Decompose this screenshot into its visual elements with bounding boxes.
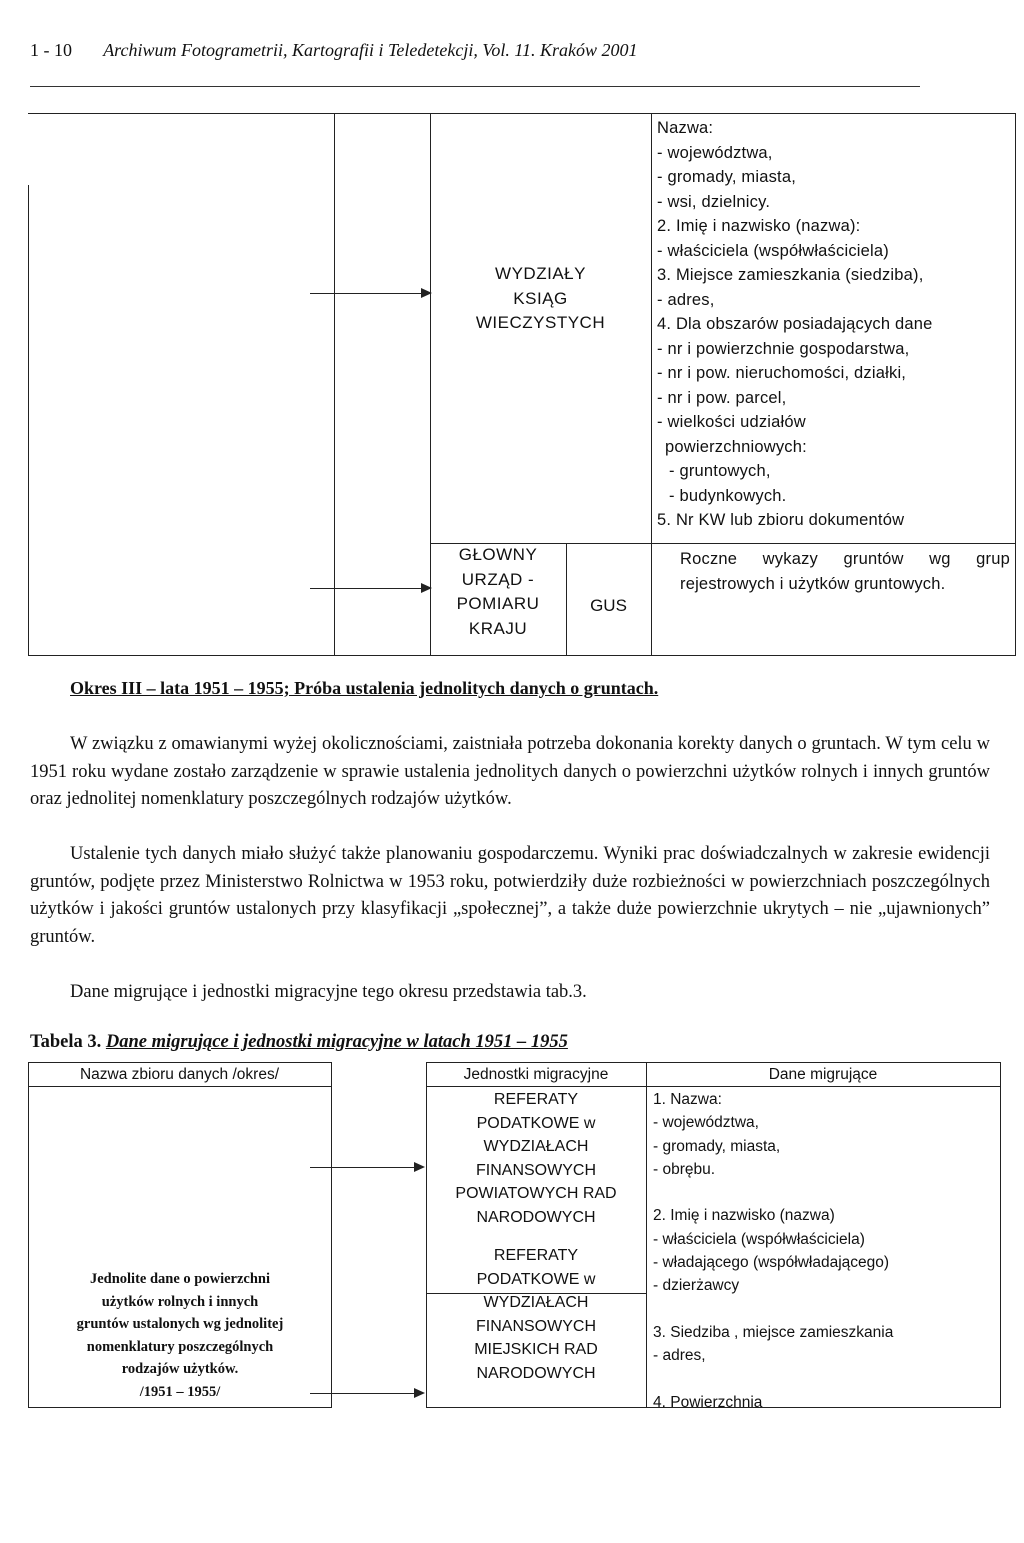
t3-header-data: Dane migrujące	[768, 1066, 878, 1083]
unit-wydzialy-ksiag	[430, 262, 651, 336]
data-line: - wsi, dzielnicy.	[657, 192, 771, 211]
unit-line: NARODOWYCH	[476, 1208, 596, 1226]
data-line	[653, 1181, 998, 1204]
data-line	[653, 1368, 998, 1391]
data-line: - adres,	[657, 290, 715, 309]
paragraph-3: Dane migrujące i jednostki migracyjne tego okresu przedstawia tab.3.	[70, 982, 587, 1002]
t3-right-border	[1000, 1062, 1001, 1408]
t3-header-source: Nazwa zbioru danych /okres/	[79, 1066, 279, 1083]
data-line: 5. Nr KW lub zbioru dokumentów	[657, 511, 905, 529]
connector-wydzialy	[310, 293, 425, 294]
data-line: - nr i pow. nieruchomości, działki,	[657, 364, 907, 382]
data-line: 2. Imię i nazwisko (nazwa)	[653, 1207, 835, 1225]
t3-unit-powiatowe	[426, 1088, 646, 1229]
data-line: - województwa,	[657, 143, 773, 162]
data-line: - obrębu.	[653, 1160, 716, 1178]
data-line: 3. Miejsce zamieszkania (siedziba),	[657, 266, 924, 284]
data-line: powierzchniowych:	[665, 437, 807, 456]
unit-line: MIEJSKICH RAD	[474, 1341, 598, 1358]
unit-line: WYDZIAŁACH	[483, 1294, 589, 1311]
page-number: 1 - 10	[30, 40, 72, 60]
arrow-right-icon	[414, 1388, 425, 1398]
paragraph-1: W związku z omawianymi wyżej okolicznościami, zaistniała potrzeba dokonania korekty danych o gruntach. W tym celu w 1951 roku wydane zostało zarządzenie w sprawie ustalenia jednolitych danych o powierzchni użytków rolnych i innych gruntów oraz jednolitej nomenklatury poszczególnych rodzajów użytków.	[30, 734, 990, 809]
t3-unit-miejskie	[426, 1244, 646, 1385]
arrow-right-icon	[414, 1162, 425, 1172]
unit-line: NARODOWYCH	[476, 1364, 596, 1382]
data-line: 1. Nazwa:	[653, 1091, 722, 1108]
table3-label: Tabela 3.	[30, 1032, 102, 1052]
t3-col1-right	[331, 1062, 332, 1408]
data-line: Nazwa:	[657, 119, 714, 137]
data-line: - gromady, miasta,	[653, 1137, 781, 1155]
header-rule	[30, 86, 920, 87]
unit-line: PODATKOWE w	[476, 1114, 596, 1132]
source-line: gruntów ustalonych wg jednolitej	[76, 1316, 284, 1332]
unit-line: WIECZYSTYCH	[475, 313, 606, 332]
data-line: - adres,	[653, 1347, 706, 1365]
data-line: - właściciela (współwłaściciela)	[657, 241, 889, 260]
table1-left-border	[28, 185, 29, 655]
data-line: - nr i powierzchnie gospodarstwa,	[657, 339, 910, 358]
source-line: użytków rolnych i innych	[101, 1293, 259, 1310]
unit-line: FINANSOWYCH	[476, 1161, 596, 1179]
data-line: 4. Powierzchnia	[653, 1393, 763, 1411]
t3-bottom-1	[28, 1407, 331, 1408]
table1-right-border	[1015, 113, 1016, 655]
source-line: nomenklatury poszczególnych	[86, 1338, 274, 1355]
table1-data-list	[657, 116, 1013, 533]
paragraph-2: Ustalenie tych danych miało służyć także planowaniu gospodarczemu. Wyniki prac doświadczalnych w zakresie ewidencji gruntów, podjęte przez Ministerstwo Rolnictwa w 1953 roku, potwierdziły duże rozbieżności w powierzchniach poszczególnych użytków i jakości gruntów ustalonych przy klasyfikacji „społecznej”, a także duże powierzchnie ukrytych – nie „ujawnionych” gruntów.	[30, 844, 990, 947]
data-line: 3. Siedziba , miejsce zamieszkania	[653, 1323, 894, 1341]
connector-gugik	[310, 588, 425, 589]
source-line: /1951 – 1955/	[139, 1383, 221, 1400]
unit-line: POMIARU	[456, 594, 540, 613]
unit-line: WYDZIAŁACH	[483, 1138, 589, 1155]
unit-gus: GUS	[590, 596, 627, 615]
source-line: rodzajów użytków.	[121, 1361, 239, 1377]
unit-line: WYDZIAŁY	[495, 264, 586, 283]
source-line: Jednolite dane o powierzchni	[89, 1271, 271, 1287]
table1-top-border	[28, 113, 1016, 114]
table1-divider-1	[334, 113, 335, 655]
table1-divider-3	[651, 113, 652, 655]
running-title: Archiwum Fotogrametrii, Kartografii i Teledetekcji, Vol. 11. Kraków 2001	[103, 40, 638, 60]
t3-connector-1	[310, 1167, 415, 1168]
unit-line: POWIATOWYCH RAD	[455, 1185, 617, 1202]
data-line: - wielkości udziałów	[657, 413, 806, 431]
data-line: - dzierżawcy	[653, 1277, 740, 1295]
unit-line: PODATKOWE w	[476, 1270, 596, 1288]
data-line: - gromady, miasta,	[657, 168, 796, 186]
data-line	[653, 1298, 998, 1321]
unit-line: REFERATY	[493, 1247, 579, 1264]
unit-line: GŁOWNY	[458, 545, 538, 564]
data-line: - właściciela (współwłaściciela)	[653, 1230, 865, 1248]
data-line: 4. Dla obszarów posiadających dane	[657, 315, 933, 333]
unit-line: KSIĄG	[513, 288, 568, 308]
data-line: - budynkowych.	[669, 486, 787, 505]
t3-header-units: Jednostki migracyjne	[463, 1066, 609, 1083]
data-line: 2. Imię i nazwisko (nazwa):	[657, 217, 861, 235]
table3-title: Dane migrujące i jednostki migracyjne w latach 1951 – 1955	[105, 1032, 568, 1052]
page-header	[30, 40, 1020, 61]
section-heading: Okres III – lata 1951 – 1955; Próba ustalenia jednolitych danych o gruntach.	[70, 678, 659, 698]
gus-data: Roczne wykazy gruntów wg grup rejestrowych i użytków gruntowych.	[680, 550, 1010, 593]
data-line: - władającego (współwładającego)	[653, 1254, 890, 1272]
table3-caption	[30, 1032, 568, 1053]
data-line: - nr i pow. parcel,	[657, 388, 787, 407]
unit-line: FINANSOWYCH	[476, 1317, 596, 1335]
t3-left-border	[28, 1062, 29, 1408]
t3-col3-left	[646, 1062, 647, 1408]
unit-line: REFERATY	[493, 1091, 579, 1108]
table1-bottom-border	[28, 655, 1016, 656]
unit-line: URZĄD -	[461, 569, 535, 589]
data-line: - województwa,	[653, 1114, 759, 1132]
unit-line: KRAJU	[468, 618, 528, 638]
t3-data-list	[653, 1088, 998, 1414]
t3-source	[30, 1268, 330, 1403]
unit-gugik	[430, 543, 566, 641]
data-line: - gruntowych,	[669, 462, 771, 480]
